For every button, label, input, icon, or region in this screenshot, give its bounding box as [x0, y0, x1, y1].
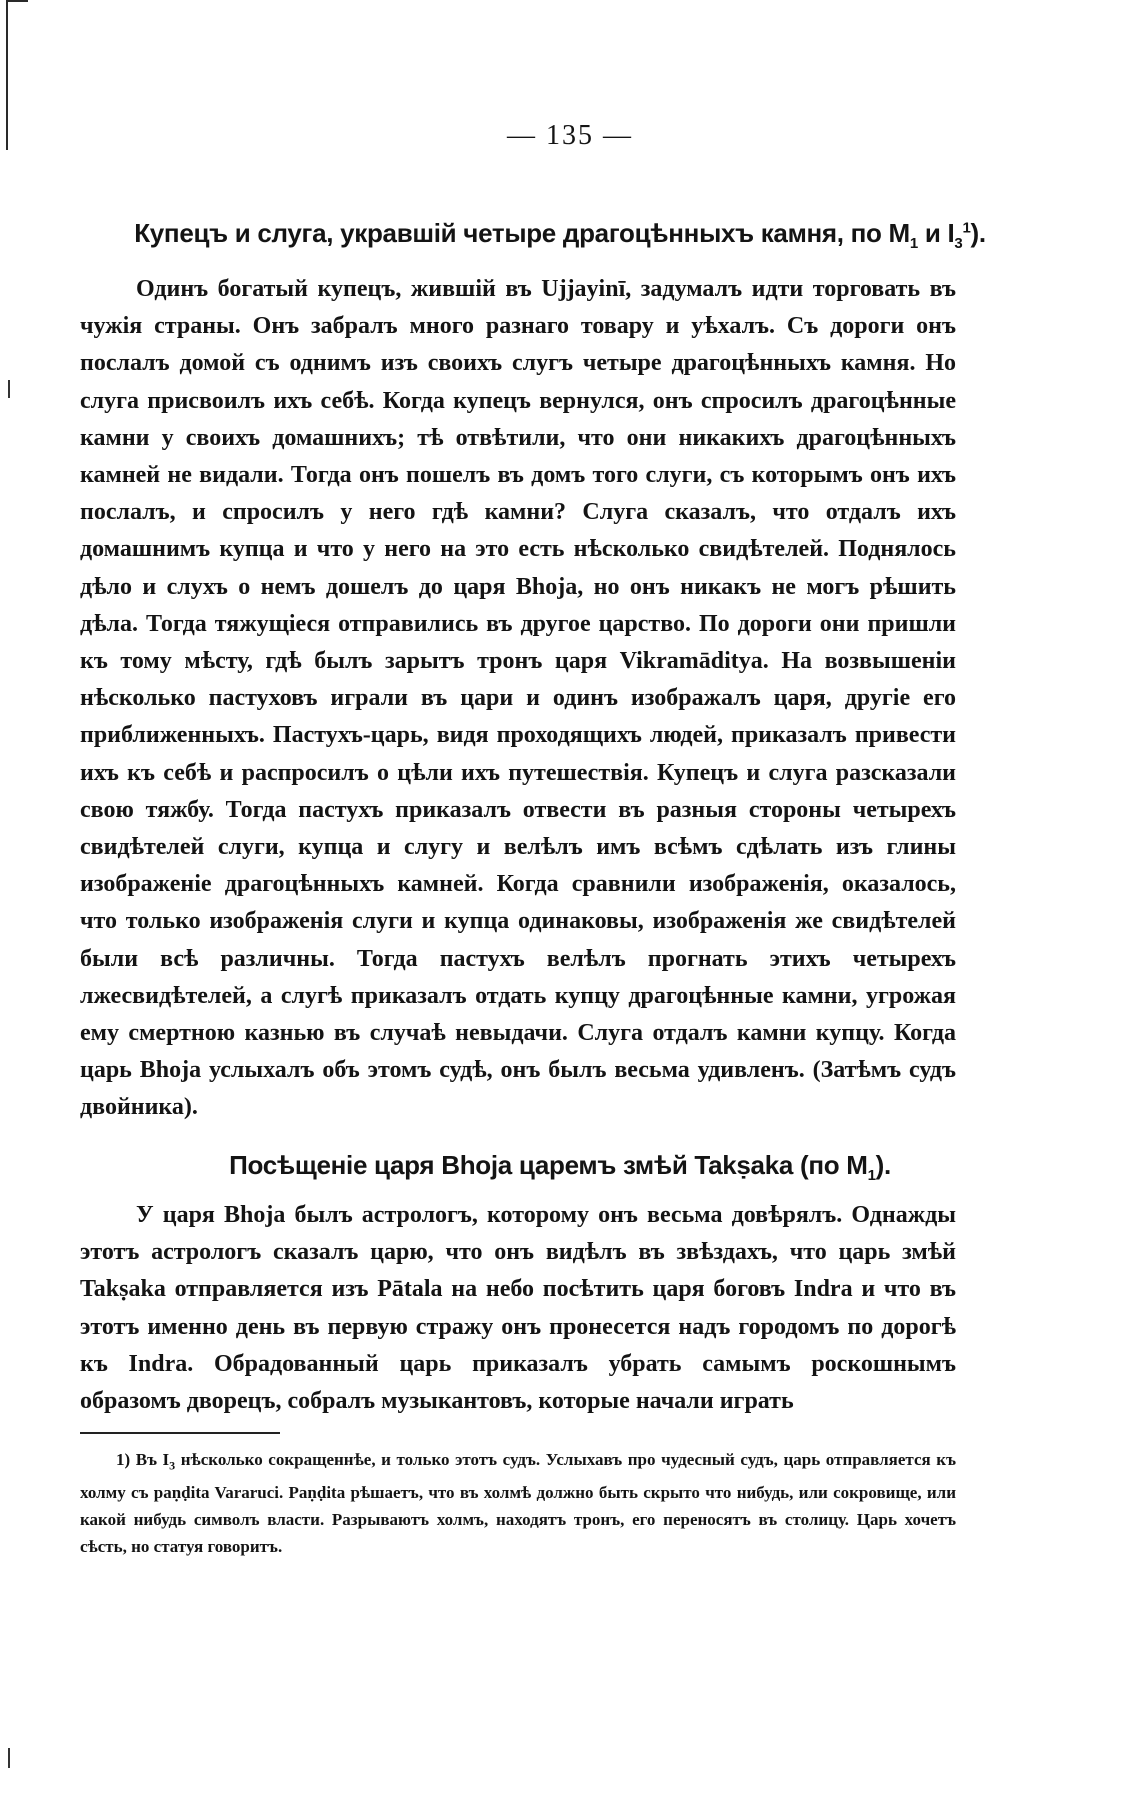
page-number: — 135 — [507, 120, 633, 151]
paragraph: У царя Bhoja былъ астрологъ, которому онъ весьма довѣрялъ. Однажды этотъ астрологъ сказалъ царю, что онъ видѣлъ въ звѣздахъ, что царь змѣй Takṣaka отправляется изъ Pātala на небо посѣтить царя боговъ Indra и что въ этотъ именно день въ первую стражу онъ пронесется надъ городомъ по дорогѣ къ Indra. Обрадованный царь приказалъ убрать самымъ роскошнымъ образомъ дворецъ, собралъ музыкантовъ, которые начали играть [80, 1202, 956, 1415]
scan-speck [8, 380, 10, 398]
footnote-marker: 1) Въ $I_3$ [116, 1450, 176, 1473]
footnote-divider [80, 1432, 280, 1434]
section-heading-bhoja-taksaka: Посѣщеніе царя Bhoja царемъ змѣй Takṣaka (по $M_1$). [229, 1150, 891, 1185]
section-body-bhoja-taksaka [80, 1197, 956, 1420]
scan-edge-top [6, 0, 28, 2]
section-body-merchant-servant [80, 271, 956, 1127]
paragraph: Одинъ богатый купецъ, жившій въ Ujjayinī, задумалъ идти торговать въ чужія страны. Онъ забралъ много разнаго товару и уѣхалъ. Съ дороги онъ послалъ домой съ однимъ изъ своихъ слугъ четыре драгоцѣнныхъ камня. Но слуга присвоилъ ихъ себѣ. Когда купецъ вернулся, онъ спросилъ драгоцѣнные камни у своихъ домашнихъ; тѣ отвѣтили, что они никакихъ драгоцѣнныхъ камней не видали. Тогда онъ пошелъ въ домъ того слуги, съ которымъ онъ ихъ послалъ, и спросилъ у него гдѣ камни? Слуга сказалъ, что отдалъ ихъ домашнимъ купца и что у него на это есть нѣсколько свидѣтелей. Поднялось дѣло и слухъ о немъ дошелъ до царя Bhoja, но онъ никакъ не могъ рѣшить дѣла. Тогда тяжущіеся отправились въ другое царство. По дороги они пришли къ тому мѣсту, гдѣ былъ зарытъ тронъ царя Vikramāditya. На возвышеніи нѣсколько пастуховъ играли въ цари и одинъ изображалъ царя, другіе его приближенныхъ. Пастухъ-царь, видя проходящихъ людей, приказалъ привести ихъ къ себѣ и распросилъ о цѣли ихъ путешествія. Купецъ и слуга разсказали свою тяжбу. Тогда пастухъ приказалъ отвести въ разныя стороны четырехъ свидѣтелей слуги, купца и слугу и велѣлъ имъ всѣмъ сдѣлать изъ глины изображеніе драгоцѣнныхъ камней. Когда сравнили изображенія, оказалось, что только изображенія слуги и купца одинаковы, изображенія же свидѣтелей были всѣ различны. Тогда пастухъ велѣлъ прогнать этихъ четырехъ лжесвидѣтелей, а слугѣ приказалъ отдать купцу драгоцѣнные камни, угрожая ему смертною казнью въ случаѣ невыдачи. Слуга отдалъ камни купцу. Когда царь Bhoja услыхалъ объ этомъ судѣ, онъ былъ весьма удивленъ. (Затѣмъ судъ двойника). [80, 276, 956, 1121]
footnote [80, 1446, 956, 1560]
footnote-text: нѣсколько сокращеннѣе, и только этотъ судъ. Услыхавъ про чудесный судъ, царь отправляется къ холму съ paṇḍita Vararuci. Paṇḍita рѣшаетъ, что въ холмѣ должно быть скрыто что нибудь, или сокровище, или какой нибудь символъ власти. Разрываютъ холмъ, находятъ тронъ, его переносятъ въ столицу. Царь хочетъ сѣсть, но статуя говоритъ. [80, 1450, 957, 1557]
scan-speck [8, 1748, 10, 1768]
section-heading-merchant-servant: Купецъ и слуга, укравшій четыре драгоцѣнныхъ камня, по $M_1$ и $I_3^1$). [134, 218, 986, 253]
